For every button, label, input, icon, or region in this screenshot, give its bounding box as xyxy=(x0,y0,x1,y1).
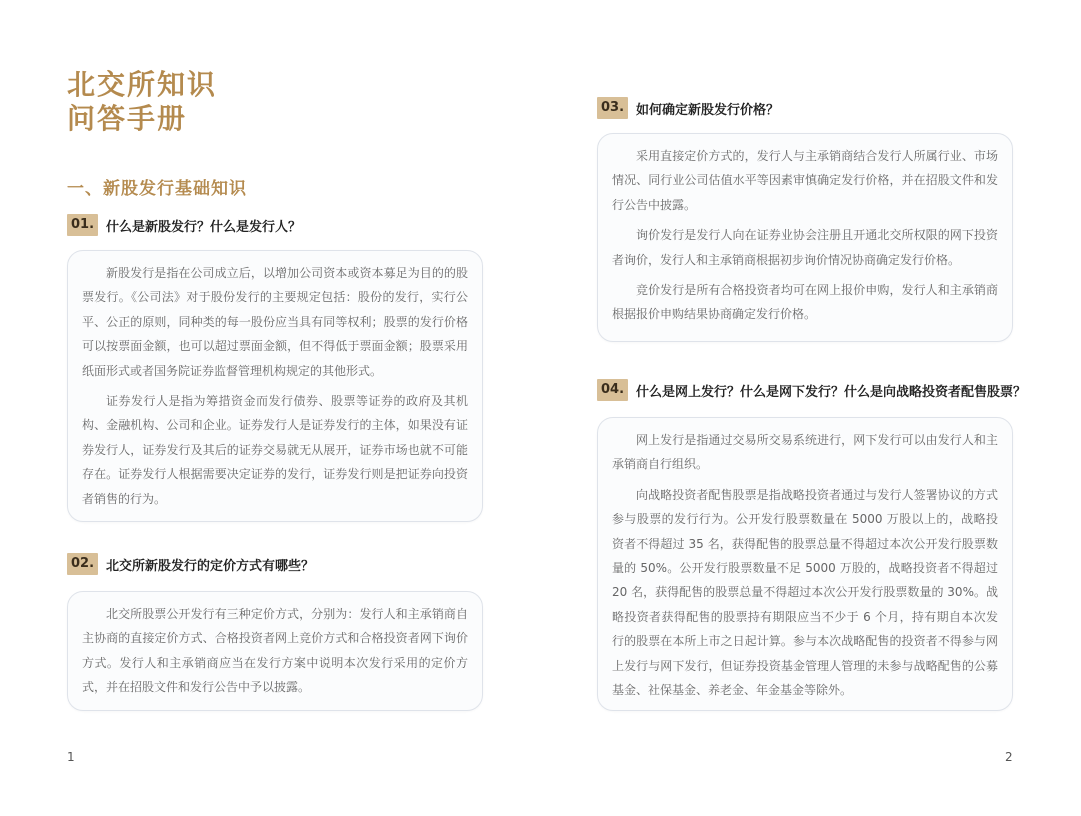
answer-card-04 xyxy=(597,417,1013,711)
document-title xyxy=(67,68,217,136)
question-number-badge: 04. xyxy=(597,379,628,401)
answer-card-01 xyxy=(67,250,483,522)
answer-paragraph: 询价发行是发行人向在证券业协会注册且开通北交所权限的网下投资者询价，发行人和主承销商根据初步询价情况协商确定发行价格。 xyxy=(612,228,998,267)
answer-paragraph: 采用直接定价方式的，发行人与主承销商结合发行人所属行业、市场情况、同行业公司估值水平等因素审慎确定发行价格，并在招股文件和发行公告中披露。 xyxy=(612,149,998,212)
answer-paragraph: 北交所股票公开发行有三种定价方式，分别为：发行人和主承销商自主协商的直接定价方式、合格投资者网上竞价方式和合格投资者网下询价方式。发行人和主承销商应当在发行方案中说明本次发行采用的定价方式，并在招股文件和发行公告中予以披露。 xyxy=(82,607,468,695)
question-number-badge: 02. xyxy=(67,553,98,575)
title-line-2: 问答手册 xyxy=(67,102,188,135)
answer-paragraph: 新股发行是指在公司成立后，以增加公司资本或资本募足为目的的股票发行。《公司法》对于股份发行的主要规定包括：股份的发行，实行公平、公正的原则，同种类的每一股份应当具有同等权利；股票的发行价格可以按票面金额，也可以超过票面金额，但不得低于票面金额；股票采用纸面形式或者国务院证券监督管理机构规定的其他形式。 xyxy=(82,266,468,378)
question-number-badge: 03. xyxy=(597,97,628,119)
title-line-1: 北交所知识 xyxy=(67,68,218,101)
question-text: 什么是新股发行？什么是发行人？ xyxy=(106,219,302,235)
answer-card-03 xyxy=(597,133,1013,342)
question-text: 如何确定新股发行价格？ xyxy=(636,102,780,118)
page-number: 2 xyxy=(1005,750,1013,764)
answer-paragraph: 向战略投资者配售股票是指战略投资者通过与发行人签署协议的方式参与股票的发行行为。公开发行股票数量在 5000 万股以上的，战略投资者不得超过 35 名，获得配售的股票总量不得超过本次公开发行股票数量的 50%。公开发行股票数量不足 5000 万股的，战略投资者不得超过 20 名，获得配售的股票总量不得超过本次公开发行股票数量的 30%。战略投资者获得配售的股票持有期限应当不少于 6 个月，持有期自本次发行的股票在本所上市之日起计算。参与本次战略配售的投资者不得参与网上发行与网下发行，但证券投资基金管理人管理的未参与战略配售的公募基金、社保基金、养老金、年金基金等除外。 xyxy=(612,487,998,698)
question-text: 什么是网上发行？什么是网下发行？什么是向战略投资者配售股票？ xyxy=(636,384,1027,400)
page-number: 1 xyxy=(67,750,75,764)
right-page xyxy=(540,0,1080,816)
question-number-badge: 01. xyxy=(67,214,98,236)
question-heading-03 xyxy=(597,97,779,119)
answer-paragraph: 网上发行是指通过交易所交易系统进行，网下发行可以由发行人和主承销商自行组织。 xyxy=(612,433,998,472)
question-heading-01 xyxy=(67,214,301,236)
answer-paragraph: 证券发行人是指为筹措资金而发行债券、股票等证券的政府及其机构、金融机构、公司和企业。证券发行人是证券发行的主体，如果没有证券发行人，证券发行及其后的证券交易就无从展开，证券市场也就不可能存在。证券发行人根据需要决定证券的发行，证券发行则是把证券向投资者销售的行为。 xyxy=(82,394,468,506)
question-text: 北交所新股发行的定价方式有哪些？ xyxy=(106,558,315,574)
section-title: 一、新股发行基础知识 xyxy=(67,179,247,199)
question-heading-04 xyxy=(597,379,1026,401)
question-heading-02 xyxy=(67,553,314,575)
answer-paragraph: 竞价发行是所有合格投资者均可在网上报价申购，发行人和主承销商根据报价申购结果协商确定发行价格。 xyxy=(612,283,998,322)
answer-card-02 xyxy=(67,591,483,711)
left-page xyxy=(0,0,540,816)
